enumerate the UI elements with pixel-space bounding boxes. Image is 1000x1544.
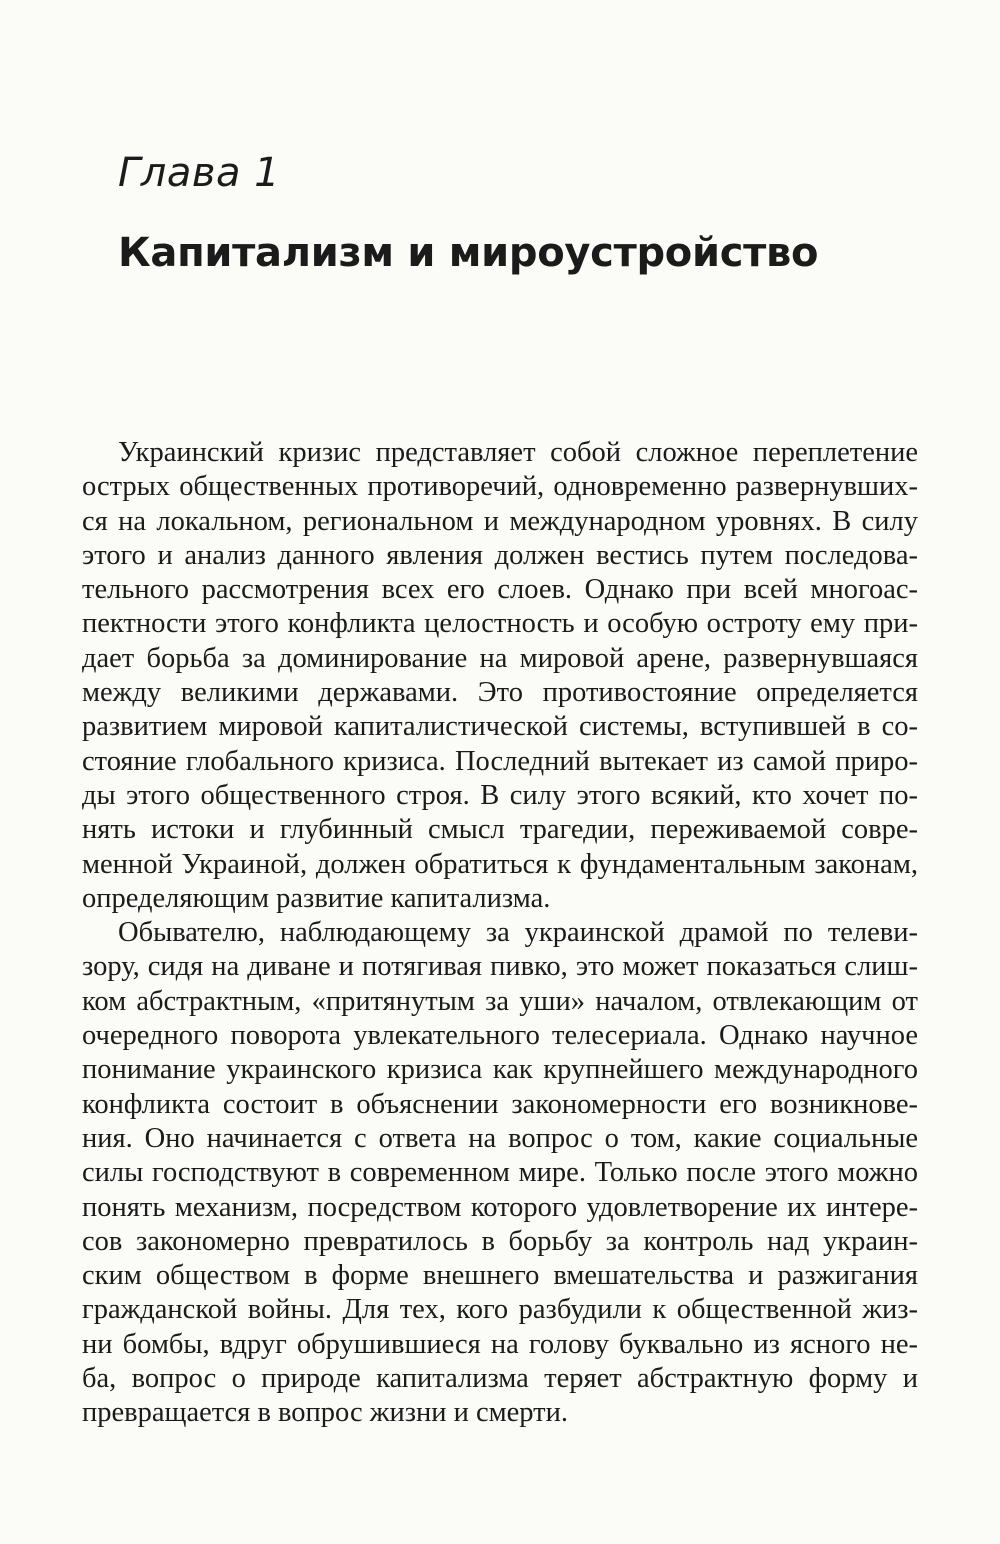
text-line: зору, сидя на диване и потягивая пивко, это может показаться слиш- bbox=[82, 951, 918, 983]
text-line: сов закономерно превратилось в борьбу за контроль над украин- bbox=[82, 1225, 918, 1257]
chapter-label: Глава 1 bbox=[118, 150, 281, 196]
text-line: ни бомбы, вдруг обрушившиеся на голову буквально из ясного не- bbox=[82, 1328, 918, 1360]
text-line: гражданской войны. Для тех, кого разбудили к общественной жиз- bbox=[82, 1294, 918, 1326]
text-line: пектности этого конфликта целостность и особую остроту ему при- bbox=[82, 608, 918, 640]
text-line: ба, вопрос о природе капитализма теряет абстрактную форму и bbox=[82, 1363, 918, 1395]
text-line: дает борьба за доминирование на мировой арене, развернувшаяся bbox=[82, 642, 918, 674]
text-line: ским обществом в форме внешнего вмешательства и разжигания bbox=[82, 1260, 918, 1292]
text-line: Обывателю, наблюдающему за украинской драмой по телеви- bbox=[118, 917, 918, 949]
paragraph bbox=[82, 436, 918, 916]
text-line: тельного рассмотрения всех его слоев. Однако при всей многоас- bbox=[82, 574, 918, 606]
text-line: ния. Оно начинается с ответа на вопрос о том, какие социальные bbox=[82, 1122, 918, 1154]
text-line: ся на локальном, региональном и международном уровнях. В силу bbox=[82, 505, 918, 537]
text-line: развитием мировой капиталистической системы, вступившей в со- bbox=[82, 711, 918, 743]
text-line: между великими державами. Это противостояние определяется bbox=[82, 677, 918, 709]
text-line: силы господствуют в современном мире. Только после этого можно bbox=[82, 1157, 918, 1189]
text-line: понять механизм, посредством которого удовлетворение их интере- bbox=[82, 1191, 918, 1223]
text-line: определяющим развитие капитализма. bbox=[82, 882, 551, 914]
text-line: превращается в вопрос жизни и смерти. bbox=[82, 1397, 569, 1429]
text-line: конфликта состоит в объяснении закономерности его возникнове- bbox=[82, 1088, 918, 1120]
paragraph bbox=[82, 916, 918, 1430]
text-line: ды этого общественного строя. В силу этого всякий, кто хочет по- bbox=[82, 779, 918, 811]
text-line: ком абстрактным, «притянутым за уши» началом, отвлекающим от bbox=[82, 985, 918, 1017]
text-line: острых общественных противоречий, одновременно развернувших- bbox=[82, 471, 918, 503]
text-line: понимание украинского кризиса как крупнейшего международного bbox=[82, 1054, 918, 1086]
text-line: этого и анализ данного явления должен вестись путем последова- bbox=[82, 539, 918, 571]
text-line: очередного поворота увлекательного телесериала. Однако научное bbox=[82, 1020, 918, 1052]
text-line: нять истоки и глубинный смысл трагедии, переживаемой совре- bbox=[82, 814, 918, 846]
chapter-title: Капитализм и мироустройство bbox=[118, 230, 819, 276]
text-line: стояние глобального кризиса. Последний вытекает из самой приро- bbox=[82, 745, 918, 777]
text-line: менной Украиной, должен обратиться к фундаментальным законам, bbox=[82, 848, 918, 880]
text-line: Украинский кризис представляет собой сложное переплетение bbox=[118, 437, 918, 468]
body-text bbox=[82, 436, 918, 1431]
